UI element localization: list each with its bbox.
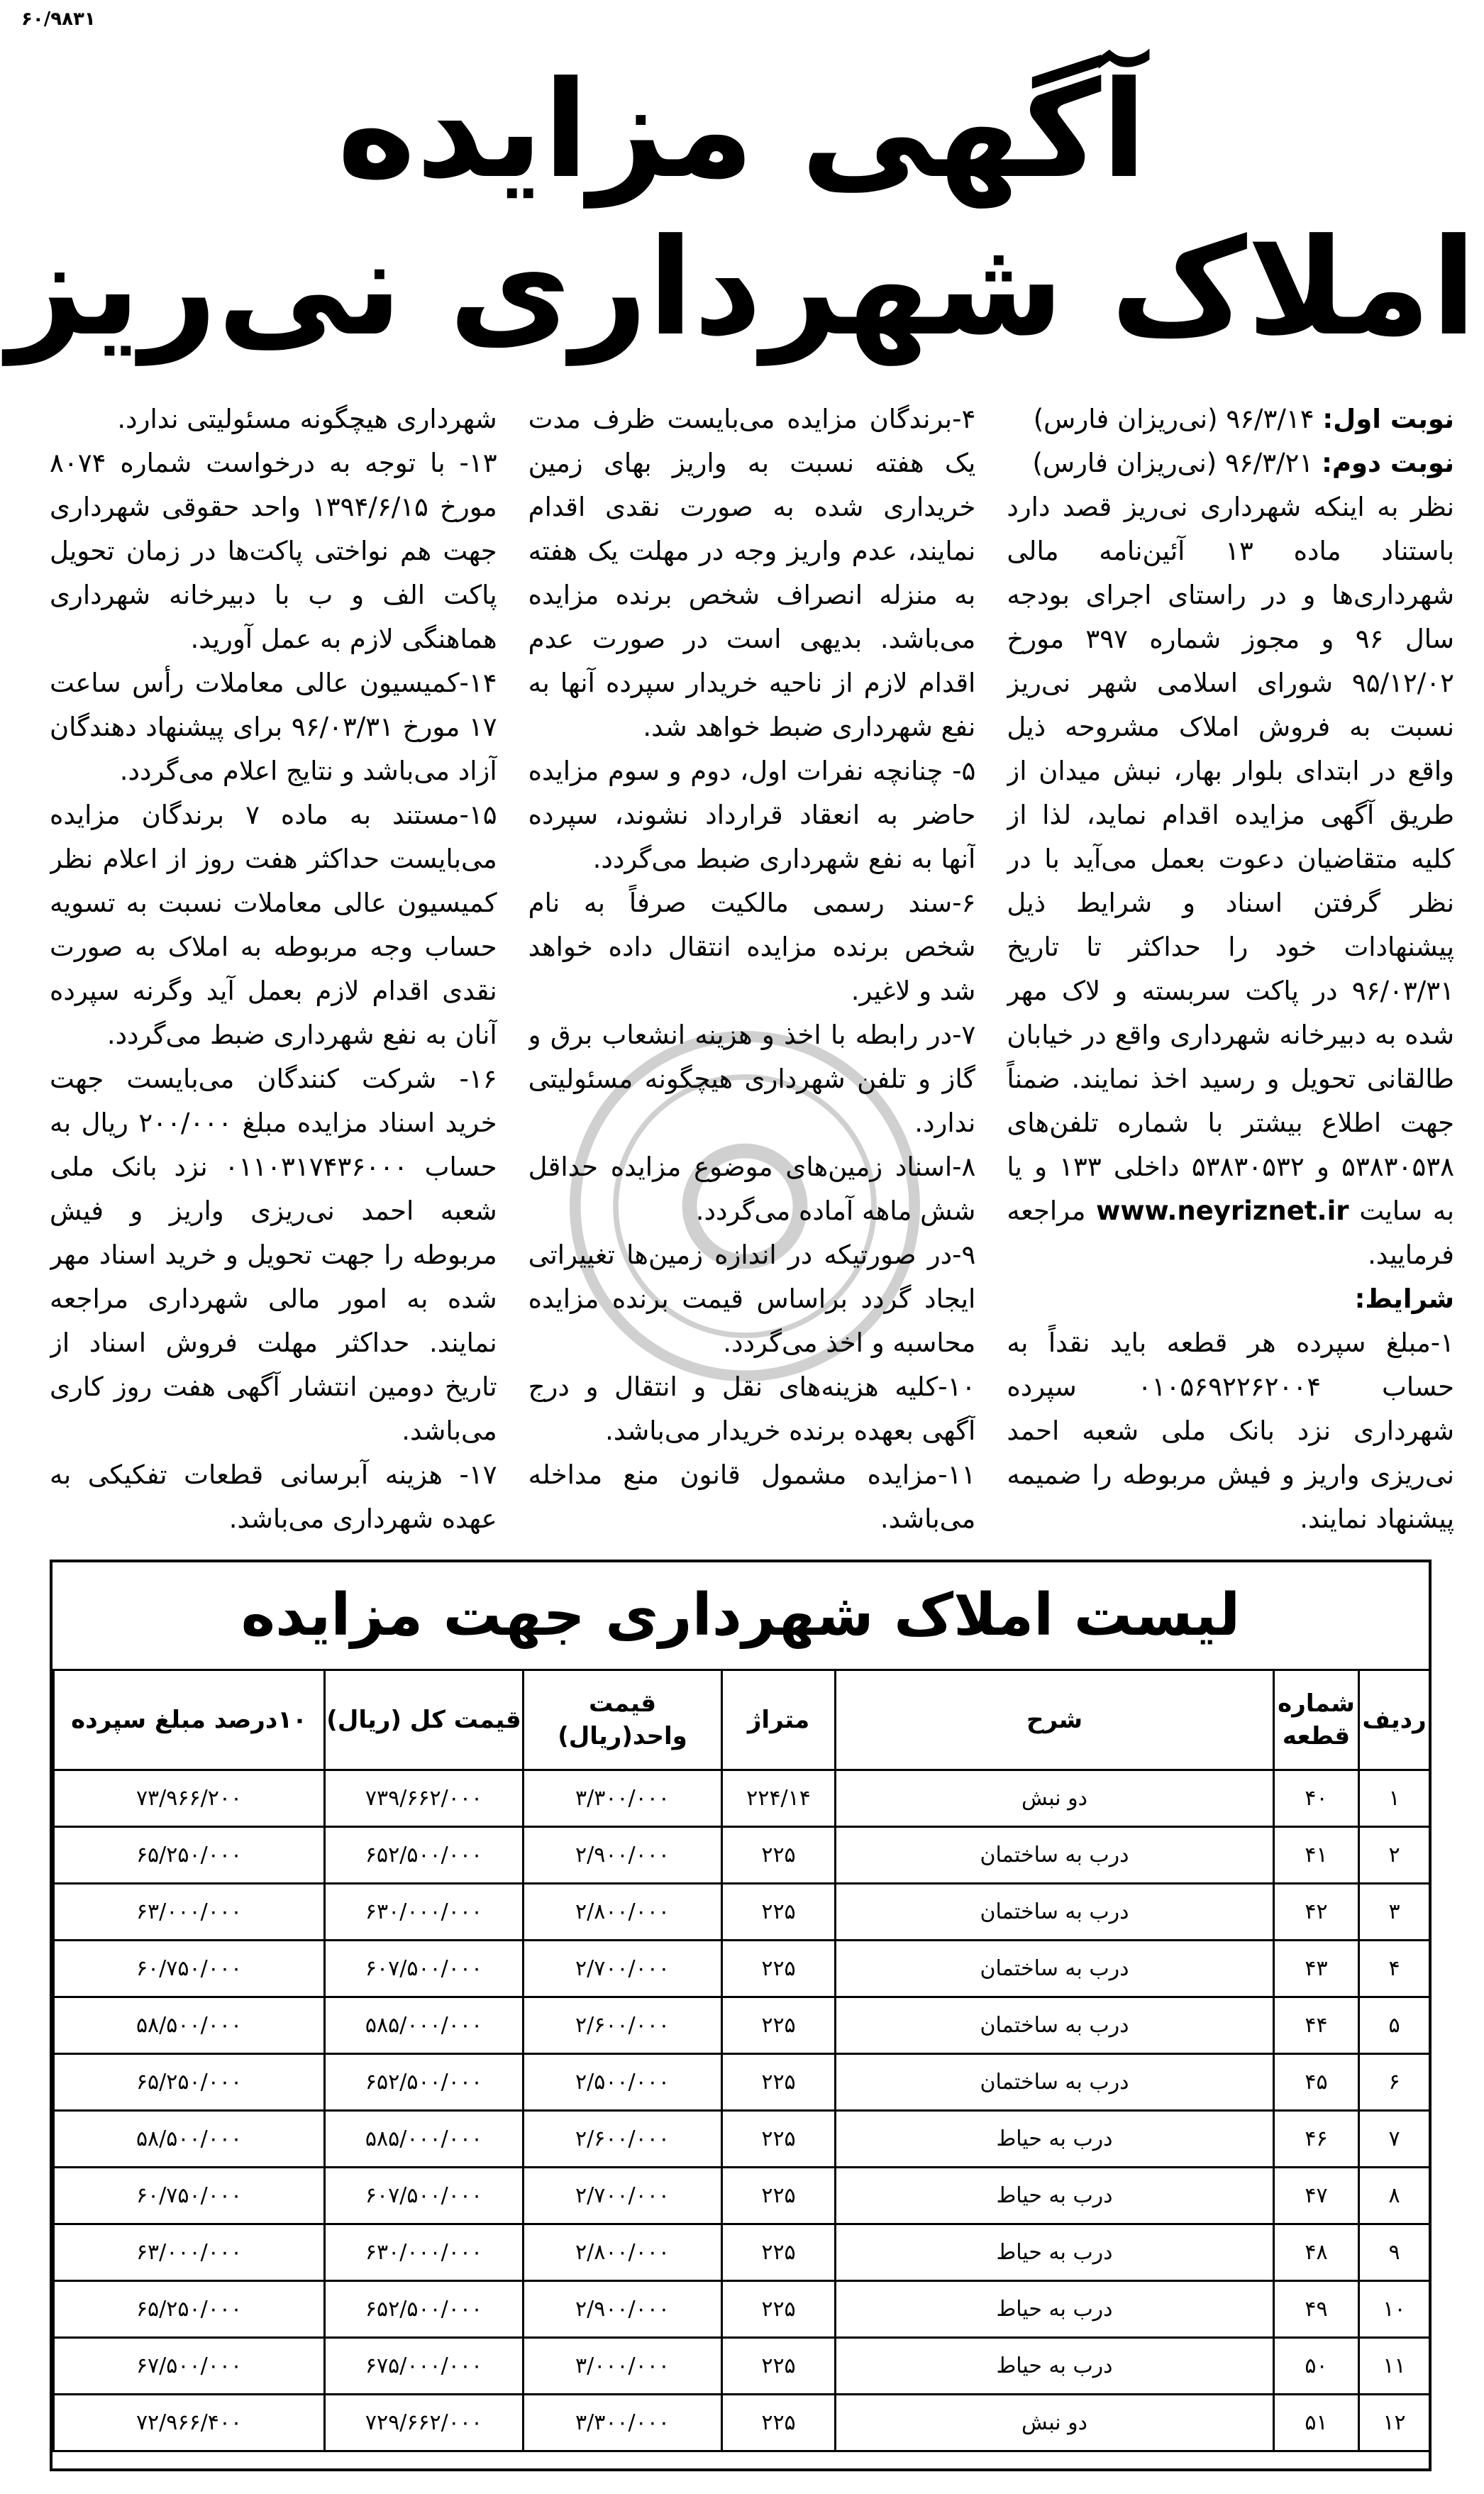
cell-row-number: ۶ [1359,2054,1430,2111]
cell-row-number: ۷ [1359,2111,1430,2168]
title-line-1: آگهی مزایده [337,53,1147,208]
cell-total-price: ۶۵۲/۵۰۰/۰۰۰ [325,1827,524,1884]
list-title: لیست املاک شهرداری جهت مزایده [240,1582,1241,1649]
table-row [54,1827,1430,1884]
cell-deposit: ۷۲/۹۶۶/۴۰۰ [54,2395,325,2451]
condition-16: ۱۶- شرکت کنندگان می‌بایست جهت خرید اسناد مزایده مبلغ ۲۰۰/۰۰۰ ریال به حساب ۰۱۱۰۳۱۷۴۳۶۰۰۰ نزد بانک ملی شعبه احمد نی‌ریزی واریز و فیش مربوطه را جهت تحویل و خرید اسناد مهر شده به امور مالی شهرداری مراجعه نمایند. حداکثر مهلت فروش اسناد از تاریخ دومین انتشار آگهی هفت روز کاری می‌باشد. [49,1064,497,1446]
cell-unit-price: ۲/۸۰۰/۰۰۰ [524,1884,722,1941]
cell-total-price: ۶۷۵/۰۰۰/۰۰۰ [325,2338,524,2395]
cell-deposit: ۶۳/۰۰۰/۰۰۰ [54,2224,325,2281]
intro-end: مراجعه فرمایید. [1007,1196,1454,1270]
cell-deposit: ۵۸/۵۰۰/۰۰۰ [54,1997,325,2054]
cell-description: درب به حیاط [836,2338,1274,2395]
cell-area: ۲۲۵ [722,2168,836,2224]
column-1 [1007,397,1454,1536]
header-plot-number: شماره قطعه [1274,1670,1359,1770]
cell-plot-number: ۴۰ [1274,1770,1359,1827]
condition-14: ۱۴-کمیسیون عالی معاملات رأس ساعت ۱۷ مورخ ۹۶/۰۳/۳۱ برای پیشنهاد دهندگان آزاد می‌باشد و نتایج اعلام می‌گردد. [49,668,497,786]
cell-unit-price: ۳/۳۰۰/۰۰۰ [524,2395,722,2451]
notice-1-label: نوبت اول: [1322,404,1454,434]
cell-total-price: ۷۳۹/۶۶۲/۰۰۰ [325,1770,524,1827]
conditions-heading: شرایط: [1354,1284,1454,1314]
intro-paragraph [1007,485,1454,1277]
cell-row-number: ۹ [1359,2224,1430,2281]
cell-description: دو نبش [836,1770,1274,1827]
condition-6: ۶-سند رسمی مالکیت صرفاً به نام شخص برنده مزایده انتقال داده خواهد شد و لاغیر. [528,888,976,1006]
table-row [54,2054,1430,2111]
cell-unit-price: ۲/۸۰۰/۰۰۰ [524,2224,722,2281]
condition-17: ۱۷- هزینه آبرسانی قطعات تفکیکی به عهده شهرداری می‌باشد. [49,1460,497,1534]
cell-area: ۲۲۵ [722,2054,836,2111]
cell-unit-price: ۲/۹۰۰/۰۰۰ [524,2281,722,2338]
header-row-number: ردیف [1359,1670,1430,1770]
cell-description: درب به ساختمان [836,1941,1274,1997]
cell-description: درب به حیاط [836,2111,1274,2168]
cell-area: ۲۲۵ [722,1941,836,1997]
table-body [54,1770,1430,2451]
cell-area: ۲۲۵ [722,2224,836,2281]
cell-description: درب به حیاط [836,2224,1274,2281]
cell-area: ۲۲۴/۱۴ [722,1770,836,1827]
cell-row-number: ۱۱ [1359,2338,1430,2395]
cell-total-price: ۵۸۵/۰۰۰/۰۰۰ [325,1997,524,2054]
cell-plot-number: ۴۹ [1274,2281,1359,2338]
cell-row-number: ۳ [1359,1884,1430,1941]
cell-total-price: ۶۳۰/۰۰۰/۰۰۰ [325,2224,524,2281]
cell-description: درب به ساختمان [836,1827,1274,1884]
cell-area: ۲۲۵ [722,2338,836,2395]
cell-row-number: ۱ [1359,1770,1430,1827]
cell-unit-price: ۲/۶۰۰/۰۰۰ [524,1997,722,2054]
cell-area: ۲۲۵ [722,1827,836,1884]
table-row [54,2168,1430,2224]
table-row [54,1884,1430,1941]
cell-area: ۲۲۵ [722,2111,836,2168]
cell-plot-number: ۵۱ [1274,2395,1359,2451]
cell-area: ۲۲۵ [722,1884,836,1941]
cell-plot-number: ۴۱ [1274,1827,1359,1884]
cell-description: درب به حیاط [836,2281,1274,2338]
header-total-price: قیمت کل (ریال) [325,1670,524,1770]
table-row [54,2338,1430,2395]
cell-unit-price: ۲/۵۰۰/۰۰۰ [524,2054,722,2111]
cell-deposit: ۷۳/۹۶۶/۲۰۰ [54,1770,325,1827]
table-row [54,1770,1430,1827]
column-2 [528,397,976,1536]
cell-total-price: ۶۰۷/۵۰۰/۰۰۰ [325,1941,524,1997]
condition-1: ۱-مبلغ سپرده هر قطعه باید نقداً به حساب ۰۱۰۵۶۹۲۲۶۲۰۰۴ سپرده شهرداری نزد بانک ملی شعبه احمد نی‌ریزی واریز و فیش مربوطه را ضمیمه پیشنهاد نمایند. [1007,1328,1454,1534]
header-area: متراژ [722,1670,836,1770]
cell-plot-number: ۴۷ [1274,2168,1359,2224]
cell-plot-number: ۴۵ [1274,2054,1359,2111]
cell-total-price: ۶۰۷/۵۰۰/۰۰۰ [325,2168,524,2224]
cell-plot-number: ۴۳ [1274,1941,1359,1997]
cell-unit-price: ۳/۰۰۰/۰۰۰ [524,2338,722,2395]
condition-10: ۱۰-کلیه هزینه‌های نقل و انتقال و درج آگهی بعهده برنده خریدار می‌باشد. [528,1372,976,1446]
title-line-2: املاک شهرداری نی‌ریز [7,210,1477,365]
cell-deposit: ۵۸/۵۰۰/۰۰۰ [54,2111,325,2168]
table-row [54,2111,1430,2168]
header-description: شرح [836,1670,1274,1770]
cell-description: درب به ساختمان [836,1884,1274,1941]
cell-description: درب به حیاط [836,2168,1274,2224]
website-link[interactable]: www.neyriznet.ir [1096,1196,1349,1226]
table-row [54,1941,1430,1997]
cell-total-price: ۶۵۲/۵۰۰/۰۰۰ [325,2281,524,2338]
cell-row-number: ۲ [1359,1827,1430,1884]
cell-description: دو نبش [836,2395,1274,2451]
condition-11: ۱۱-مزایده مشمول قانون منع مداخله می‌باشد. [528,1460,976,1534]
table-row [54,2281,1430,2338]
cell-deposit: ۶۳/۰۰۰/۰۰۰ [54,1884,325,1941]
notice-columns [50,397,1454,1536]
header-unit-price: قیمت واحد(ریال) [524,1670,722,1770]
condition-5: ۵- چنانچه نفرات اول، دوم و سوم مزایده حاضر به انعقاد قرارداد نشوند، سپرده آنها به نفع شهرداری ضبط می‌گردد. [528,756,976,874]
condition-4: ۴-برندگان مزایده می‌بایست ظرف مدت یک هفته نسبت به واریز بهای زمین خریداری شده به صورت نقدی اقدام نمایند، عدم واریز وجه در مهلت یک هفته به منزله انصراف شخص برنده مزایده می‌باشد. بدیهی است در صورت عدم اقدام لازم از ناحیه خریدار سپرده آنها به نفع شهرداری ضبط خواهد شد. [528,404,976,742]
column-3 [50,397,497,1536]
property-table [52,1669,1431,2452]
cell-total-price: ۶۳۰/۰۰۰/۰۰۰ [325,1884,524,1941]
notice-1 [1007,397,1454,441]
title-block [0,53,1484,365]
property-list-box [50,1560,1432,2471]
cell-unit-price: ۲/۶۰۰/۰۰۰ [524,2111,722,2168]
cell-unit-price: ۲/۷۰۰/۰۰۰ [524,1941,722,1997]
table-row [54,2395,1430,2451]
cell-unit-price: ۲/۷۰۰/۰۰۰ [524,2168,722,2224]
cell-deposit: ۶۵/۲۵۰/۰۰۰ [54,2281,325,2338]
notice-2 [1007,441,1454,485]
cell-row-number: ۱۰ [1359,2281,1430,2338]
table-row [54,2224,1430,2281]
condition-13: ۱۳- با توجه به درخواست شماره ۸۰۷۴ مورخ ۱۳۹۴/۶/۱۵ واحد حقوقی شهرداری جهت هم نواختی پاکت‌ها در زمان تحویل پاکت الف و ب با دبیرخانه شهرداری هماهنگی لازم به عمل آورید. [49,448,497,654]
cell-plot-number: ۴۲ [1274,1884,1359,1941]
cell-plot-number: ۴۸ [1274,2224,1359,2281]
cell-row-number: ۵ [1359,1997,1430,2054]
cell-deposit: ۶۵/۲۵۰/۰۰۰ [54,2054,325,2111]
cell-plot-number: ۴۶ [1274,2111,1359,2168]
cell-row-number: ۴ [1359,1941,1430,1997]
cell-unit-price: ۲/۹۰۰/۰۰۰ [524,1827,722,1884]
cell-deposit: ۶۵/۲۵۰/۰۰۰ [54,1827,325,1884]
cell-total-price: ۶۵۲/۵۰۰/۰۰۰ [325,2054,524,2111]
condition-7: ۷-در رابطه با اخذ و هزینه انشعاب برق و گاز و تلفن شهرداری هیچگونه مسئولیتی ندارد. [528,1020,976,1138]
intro-text: نظر به اینکه شهرداری نی‌ریز قصد دارد باستناد ماده ۱۳ آئین‌نامه مالی شهرداری‌ها و در راستای اجرای بودجه سال ۹۶ و مجوز شماره ۳۹۷ مورخ ۹۵/۱۲/۰۲ شورای اسلامی شهر نی‌ریز نسبت به فروش املاک مشروحه ذیل واقع در ابتدای بلوار بهار، نبش میدان از طریق آگهی مزایده اقدام نماید، لذا از کلیه متقاضیان دعوت بعمل می‌آید با در نظر گرفتن اسناد و شرایط ذیل پیشنهادات خود را حداکثر تا تاریخ ۹۶/۰۳/۳۱ در پاکت سربسته و لاک مهر شده به دبیرخانه شهرداری واقع در خیابان طالقانی تحویل و رسید اخذ نمایند. ضمناً جهت اطلاع بیشتر با شماره تلفن‌های ۵۳۸۳۰۵۳۸ و ۵۳۸۳۰۵۳۲ داخلی ۱۳۳ و یا به سایت [1007,492,1454,1226]
condition-15: ۱۵-مستند به ماده ۷ برندگان مزایده می‌بایست حداکثر هفت روز از اعلام نظر کمیسیون عالی معاملات نسبت به تسویه حساب وجه مربوطه به املاک به صورت نقدی اقدام لازم بعمل آید وگرنه سپرده آنان به نفع شهرداری ضبط می‌گردد. [49,800,497,1050]
ad-code: ۶۰/۹۸۳۱ [21,9,96,30]
cell-plot-number: ۵۰ [1274,2338,1359,2395]
notice-1-value: ۹۶/۳/۱۴ (نی‌ریزان فارس) [1033,404,1314,434]
cell-description: درب به ساختمان [836,1997,1274,2054]
table-header-row [54,1670,1430,1770]
cell-row-number: ۸ [1359,2168,1430,2224]
condition-8: ۸-اسناد زمین‌های موضوع مزایده حداقل شش ماهه آماده می‌گردد. [528,1152,976,1226]
condition-12-continued: شهرداری هیچگونه مسئولیتی ندارد. [117,404,497,434]
notice-2-label: نوبت دوم: [1322,448,1454,478]
cell-deposit: ۶۷/۵۰۰/۰۰۰ [54,2338,325,2395]
cell-unit-price: ۳/۳۰۰/۰۰۰ [524,1770,722,1827]
cell-total-price: ۵۸۵/۰۰۰/۰۰۰ [325,2111,524,2168]
cell-area: ۲۲۵ [722,2281,836,2338]
cell-total-price: ۷۲۹/۶۶۲/۰۰۰ [325,2395,524,2451]
cell-area: ۲۲۵ [722,1997,836,2054]
header-deposit: ۱۰درصد مبلغ سپرده [54,1670,325,1770]
cell-description: درب به ساختمان [836,2054,1274,2111]
cell-deposit: ۶۰/۷۵۰/۰۰۰ [54,1941,325,1997]
condition-9: ۹-در صورتیکه در اندازه زمین‌ها تغییراتی ایجاد گردد براساس قیمت برنده مزایده محاسبه و اخذ می‌گردد. [528,1240,976,1358]
cell-plot-number: ۴۴ [1274,1997,1359,2054]
cell-area: ۲۲۵ [722,2395,836,2451]
cell-deposit: ۶۰/۷۵۰/۰۰۰ [54,2168,325,2224]
table-row [54,1997,1430,2054]
notice-2-value: ۹۶/۳/۲۱ (نی‌ریزان فارس) [1032,448,1314,478]
cell-row-number: ۱۲ [1359,2395,1430,2451]
